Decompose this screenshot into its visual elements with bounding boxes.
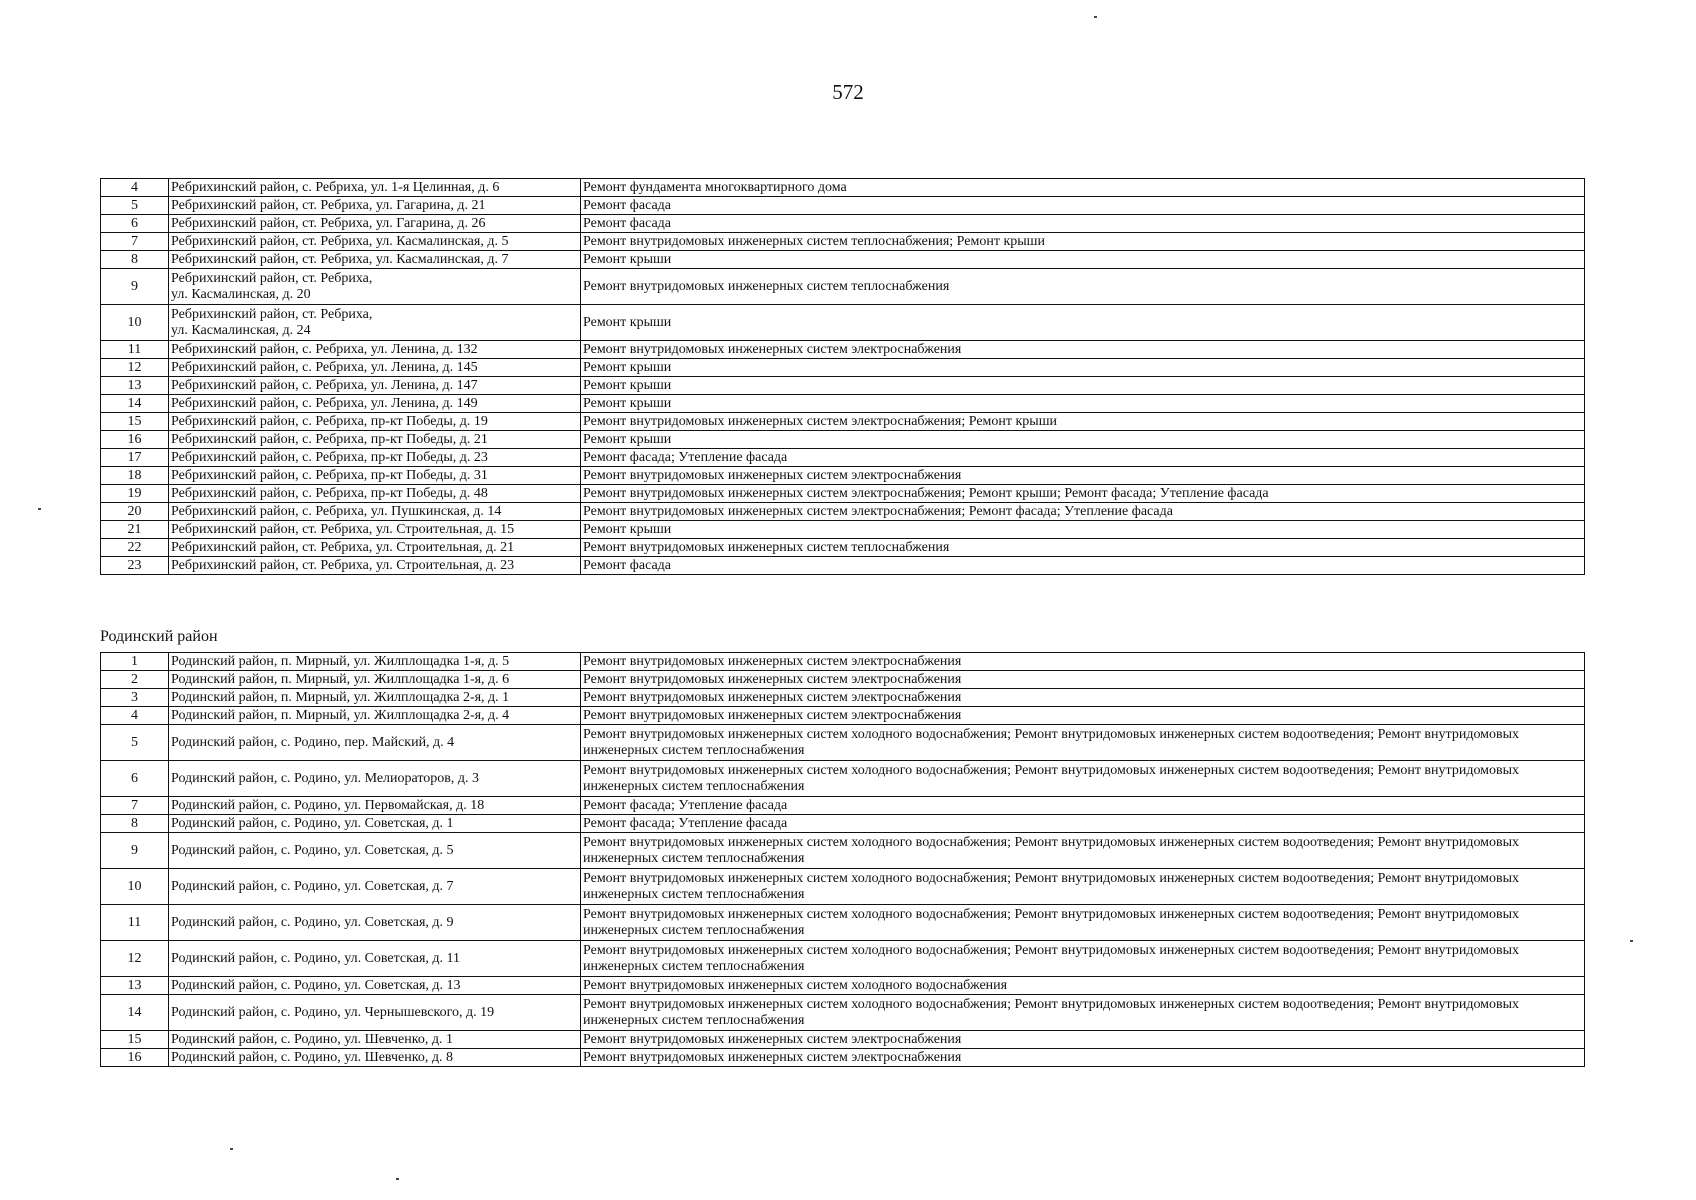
work-cell: Ремонт внутридомовых инженерных систем электроснабжения <box>581 671 1585 689</box>
row-number: 10 <box>101 869 169 905</box>
scan-speck <box>1094 16 1097 18</box>
table-row <box>101 215 1585 233</box>
work-cell: Ремонт внутридомовых инженерных систем электроснабжения <box>581 689 1585 707</box>
table-row <box>101 557 1585 575</box>
scan-speck <box>230 1148 233 1150</box>
table-row <box>101 251 1585 269</box>
address-cell: Ребрихинский район, с. Ребриха, ул. Ленина, д. 149 <box>169 395 581 413</box>
table-row <box>101 653 1585 671</box>
address-cell: Ребрихинский район, ст. Ребриха, ул. Строительная, д. 21 <box>169 539 581 557</box>
row-number: 14 <box>101 395 169 413</box>
row-number: 15 <box>101 413 169 431</box>
row-number: 11 <box>101 905 169 941</box>
work-cell: Ремонт крыши <box>581 377 1585 395</box>
row-number: 17 <box>101 449 169 467</box>
row-number: 22 <box>101 539 169 557</box>
row-number: 18 <box>101 467 169 485</box>
scan-speck <box>396 1178 399 1180</box>
row-number: 19 <box>101 485 169 503</box>
address-cell: Родинский район, с. Родино, ул. Советская, д. 11 <box>169 941 581 977</box>
row-number: 4 <box>101 179 169 197</box>
row-number: 9 <box>101 833 169 869</box>
row-number: 14 <box>101 995 169 1031</box>
table-row <box>101 833 1585 869</box>
row-number: 4 <box>101 707 169 725</box>
work-cell: Ремонт внутридомовых инженерных систем холодного водоснабжения; Ремонт внутридомовых инженерных систем водоотведения; Ремонт внутридомовых инженерных систем теплоснабжения <box>581 833 1585 869</box>
row-number: 15 <box>101 1031 169 1049</box>
table-row <box>101 413 1585 431</box>
work-cell: Ремонт фасада; Утепление фасада <box>581 449 1585 467</box>
table-row <box>101 797 1585 815</box>
work-cell: Ремонт внутридомовых инженерных систем теплоснабжения <box>581 539 1585 557</box>
address-line: ул. Касмалинская, д. 24 <box>171 322 311 338</box>
work-cell: Ремонт фасада <box>581 197 1585 215</box>
work-cell: Ремонт крыши <box>581 395 1585 413</box>
row-number: 7 <box>101 797 169 815</box>
table-row <box>101 449 1585 467</box>
address-cell: Родинский район, с. Родино, ул. Советская, д. 5 <box>169 833 581 869</box>
work-cell: Ремонт внутридомовых инженерных систем электроснабжения <box>581 1049 1585 1067</box>
table-row <box>101 995 1585 1031</box>
table-row <box>101 521 1585 539</box>
work-cell: Ремонт крыши <box>581 359 1585 377</box>
work-cell: Ремонт внутридомовых инженерных систем холодного водоснабжения; Ремонт внутридомовых инженерных систем водоотведения; Ремонт внутридомовых инженерных систем теплоснабжения <box>581 725 1585 761</box>
row-number: 8 <box>101 251 169 269</box>
table-row <box>101 305 1585 341</box>
table-row <box>101 689 1585 707</box>
row-number: 6 <box>101 761 169 797</box>
address-cell: Ребрихинский район, с. Ребриха, пр-кт Победы, д. 48 <box>169 485 581 503</box>
row-number: 7 <box>101 233 169 251</box>
row-number: 21 <box>101 521 169 539</box>
rodino-table <box>100 652 1585 1067</box>
table-row <box>101 359 1585 377</box>
row-number: 3 <box>101 689 169 707</box>
row-number: 8 <box>101 815 169 833</box>
address-cell: Ребрихинский район, с. Ребриха, ул. Пушкинская, д. 14 <box>169 503 581 521</box>
work-cell: Ремонт внутридомовых инженерных систем холодного водоснабжения; Ремонт внутридомовых инженерных систем водоотведения; Ремонт внутридомовых инженерных систем теплоснабжения <box>581 995 1585 1031</box>
work-cell: Ремонт внутридомовых инженерных систем холодного водоснабжения; Ремонт внутридомовых инженерных систем водоотведения; Ремонт внутридомовых инженерных систем теплоснабжения <box>581 941 1585 977</box>
row-number: 9 <box>101 269 169 305</box>
work-cell: Ремонт внутридомовых инженерных систем электроснабжения <box>581 467 1585 485</box>
work-cell: Ремонт внутридомовых инженерных систем электроснабжения <box>581 341 1585 359</box>
row-number: 23 <box>101 557 169 575</box>
row-number: 2 <box>101 671 169 689</box>
address-cell: Родинский район, с. Родино, ул. Советская, д. 13 <box>169 977 581 995</box>
row-number: 1 <box>101 653 169 671</box>
address-line: Ребрихинский район, ст. Ребриха, <box>171 270 373 286</box>
work-cell: Ремонт фасада; Утепление фасада <box>581 797 1585 815</box>
section-title-rodino: Родинский район <box>100 628 218 645</box>
address-cell: Ребрихинский район, с. Ребриха, ул. Ленина, д. 145 <box>169 359 581 377</box>
address-cell: Родинский район, с. Родино, ул. Советская, д. 1 <box>169 815 581 833</box>
address-cell: Родинский район, п. Мирный, ул. Жилплощадка 2-я, д. 1 <box>169 689 581 707</box>
work-cell: Ремонт крыши <box>581 305 1585 341</box>
address-cell: Родинский район, п. Мирный, ул. Жилплощадка 2-я, д. 4 <box>169 707 581 725</box>
address-cell: Родинский район, п. Мирный, ул. Жилплощадка 1-я, д. 6 <box>169 671 581 689</box>
address-cell: Ребрихинский район, ст. Ребриха, ул. Касмалинская, д. 5 <box>169 233 581 251</box>
work-cell: Ремонт фасада <box>581 215 1585 233</box>
work-cell: Ремонт внутридомовых инженерных систем электроснабжения <box>581 653 1585 671</box>
work-cell: Ремонт внутридомовых инженерных систем теплоснабжения <box>581 269 1585 305</box>
table-row <box>101 395 1585 413</box>
scan-speck <box>38 508 41 510</box>
work-cell: Ремонт крыши <box>581 521 1585 539</box>
address-cell: Ребрихинский район, с. Ребриха, пр-кт Победы, д. 23 <box>169 449 581 467</box>
work-cell: Ремонт внутридомовых инженерных систем холодного водоснабжения <box>581 977 1585 995</box>
address-cell: Ребрихинский район, ст. Ребриха, ул. Гагарина, д. 26 <box>169 215 581 233</box>
row-number: 13 <box>101 977 169 995</box>
address-cell: Ребрихинский район, с. Ребриха, ул. Ленина, д. 147 <box>169 377 581 395</box>
row-number: 20 <box>101 503 169 521</box>
address-cell: Родинский район, с. Родино, пер. Майский, д. 4 <box>169 725 581 761</box>
table-row <box>101 905 1585 941</box>
row-number: 12 <box>101 941 169 977</box>
address-cell: Родинский район, с. Родино, ул. Шевченко, д. 1 <box>169 1031 581 1049</box>
work-cell: Ремонт фасада <box>581 557 1585 575</box>
table-row <box>101 233 1585 251</box>
table-row <box>101 815 1585 833</box>
table-row <box>101 539 1585 557</box>
table-row <box>101 941 1585 977</box>
address-cell: Родинский район, с. Родино, ул. Советская, д. 7 <box>169 869 581 905</box>
work-cell: Ремонт внутридомовых инженерных систем электроснабжения; Ремонт крыши; Ремонт фасада; Утепление фасада <box>581 485 1585 503</box>
address-cell: Ребрихинский район, с. Ребриха, пр-кт Победы, д. 19 <box>169 413 581 431</box>
address-line: ул. Касмалинская, д. 20 <box>171 286 311 302</box>
work-cell: Ремонт фасада; Утепление фасада <box>581 815 1585 833</box>
table-row <box>101 269 1585 305</box>
address-cell: Родинский район, с. Родино, ул. Шевченко, д. 8 <box>169 1049 581 1067</box>
row-number: 5 <box>101 725 169 761</box>
address-cell: Ребрихинский район, ст. Ребриха, ул. Касмалинская, д. 7 <box>169 251 581 269</box>
table-row <box>101 977 1585 995</box>
work-cell: Ремонт крыши <box>581 251 1585 269</box>
table-row <box>101 377 1585 395</box>
table-row <box>101 467 1585 485</box>
address-cell: Родинский район, с. Родино, ул. Советская, д. 9 <box>169 905 581 941</box>
row-number: 6 <box>101 215 169 233</box>
work-cell: Ремонт фундамента многоквартирного дома <box>581 179 1585 197</box>
page-number: 572 <box>832 80 864 104</box>
work-cell: Ремонт внутридомовых инженерных систем холодного водоснабжения; Ремонт внутридомовых инженерных систем водоотведения; Ремонт внутридомовых инженерных систем теплоснабжения <box>581 905 1585 941</box>
table-row <box>101 341 1585 359</box>
table-row <box>101 671 1585 689</box>
table-row <box>101 1049 1585 1067</box>
table-row <box>101 869 1585 905</box>
address-cell: Родинский район, с. Родино, ул. Первомайская, д. 18 <box>169 797 581 815</box>
scan-speck <box>1630 940 1633 942</box>
address-cell <box>169 269 581 305</box>
table-row <box>101 761 1585 797</box>
address-cell: Родинский район, п. Мирный, ул. Жилплощадка 1-я, д. 5 <box>169 653 581 671</box>
work-cell: Ремонт внутридомовых инженерных систем холодного водоснабжения; Ремонт внутридомовых инженерных систем водоотведения; Ремонт внутридомовых инженерных систем теплоснабжения <box>581 761 1585 797</box>
address-cell: Ребрихинский район, с. Ребриха, пр-кт Победы, д. 31 <box>169 467 581 485</box>
work-cell: Ремонт внутридомовых инженерных систем теплоснабжения; Ремонт крыши <box>581 233 1585 251</box>
table-row <box>101 725 1585 761</box>
address-cell: Ребрихинский район, ст. Ребриха, ул. Строительная, д. 23 <box>169 557 581 575</box>
row-number: 16 <box>101 431 169 449</box>
address-cell: Ребрихинский район, с. Ребриха, ул. Ленина, д. 132 <box>169 341 581 359</box>
row-number: 13 <box>101 377 169 395</box>
row-number: 11 <box>101 341 169 359</box>
address-line: Ребрихинский район, ст. Ребриха, <box>171 306 373 322</box>
work-cell: Ремонт крыши <box>581 431 1585 449</box>
work-cell: Ремонт внутридомовых инженерных систем электроснабжения <box>581 1031 1585 1049</box>
work-cell: Ремонт внутридомовых инженерных систем холодного водоснабжения; Ремонт внутридомовых инженерных систем водоотведения; Ремонт внутридомовых инженерных систем теплоснабжения <box>581 869 1585 905</box>
table-row <box>101 485 1585 503</box>
table-row <box>101 1031 1585 1049</box>
address-cell: Родинский район, с. Родино, ул. Чернышевского, д. 19 <box>169 995 581 1031</box>
address-cell <box>169 305 581 341</box>
row-number: 10 <box>101 305 169 341</box>
address-cell: Ребрихинский район, с. Ребриха, пр-кт Победы, д. 21 <box>169 431 581 449</box>
row-number: 16 <box>101 1049 169 1067</box>
work-cell: Ремонт внутридомовых инженерных систем электроснабжения <box>581 707 1585 725</box>
row-number: 12 <box>101 359 169 377</box>
address-cell: Родинский район, с. Родино, ул. Мелиораторов, д. 3 <box>169 761 581 797</box>
table-row <box>101 431 1585 449</box>
table-row <box>101 197 1585 215</box>
table-row <box>101 503 1585 521</box>
work-cell: Ремонт внутридомовых инженерных систем электроснабжения; Ремонт крыши <box>581 413 1585 431</box>
row-number: 5 <box>101 197 169 215</box>
work-cell: Ремонт внутридомовых инженерных систем электроснабжения; Ремонт фасада; Утепление фасада <box>581 503 1585 521</box>
address-cell: Ребрихинский район, ст. Ребриха, ул. Строительная, д. 15 <box>169 521 581 539</box>
table-row <box>101 707 1585 725</box>
table-row <box>101 179 1585 197</box>
rebrikha-table <box>100 178 1585 575</box>
address-cell: Ребрихинский район, ст. Ребриха, ул. Гагарина, д. 21 <box>169 197 581 215</box>
address-cell: Ребрихинский район, с. Ребриха, ул. 1-я Целинная, д. 6 <box>169 179 581 197</box>
